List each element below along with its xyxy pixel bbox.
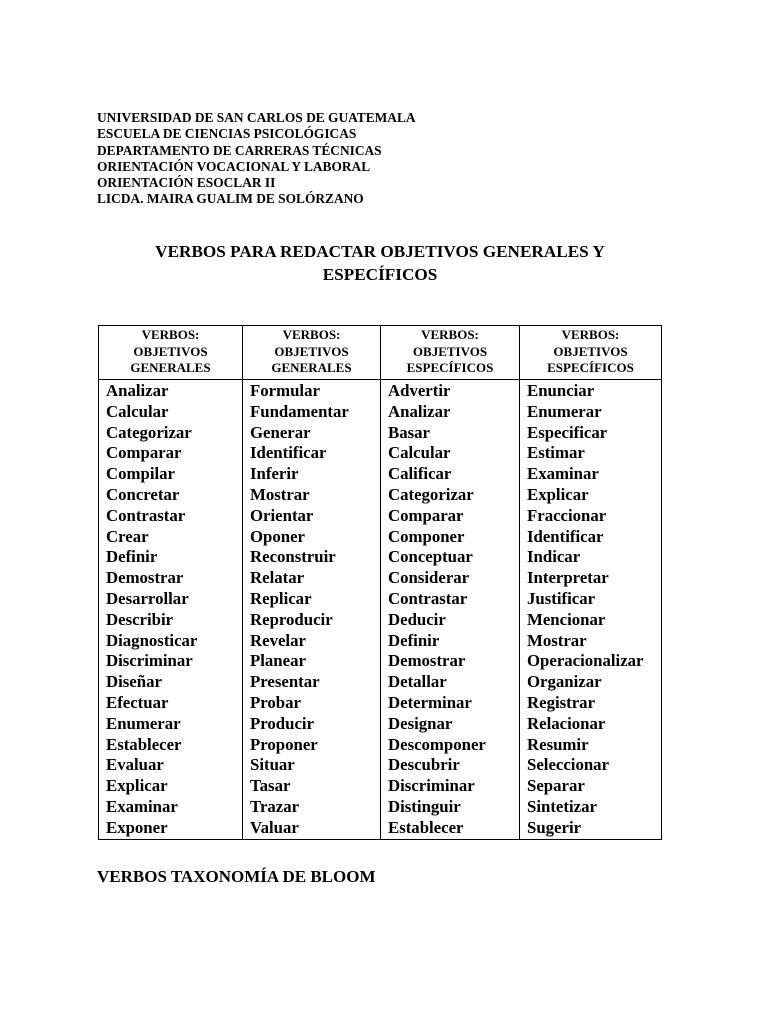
- verb-item: Contrastar: [106, 505, 186, 525]
- verb-item: Reconstruir: [250, 547, 336, 567]
- column-header-line: VERBOS:: [561, 327, 620, 342]
- verb-item: Establecer: [388, 817, 464, 837]
- verb-item: Establecer: [106, 734, 182, 754]
- column-header-line: OBJETIVOS: [274, 343, 349, 359]
- verb-item: Relatar: [250, 568, 305, 588]
- verb-item: Advertir: [388, 381, 451, 400]
- verb-item: Examinar: [527, 464, 599, 484]
- verb-item: Separar: [527, 776, 585, 796]
- verb-item: Calificar: [388, 464, 452, 484]
- verb-item: Considerar: [388, 568, 470, 588]
- verb-item: Categorizar: [106, 422, 192, 442]
- verb-item: Distinguir: [388, 796, 461, 816]
- column-header-line: OBJETIVOS: [553, 343, 628, 359]
- verb-item: Definir: [106, 547, 158, 567]
- verb-item: Presentar: [250, 672, 320, 692]
- verb-item: Situar: [250, 755, 295, 775]
- verb-item: Identificar: [527, 526, 604, 546]
- verb-item: Organizar: [527, 672, 602, 692]
- verb-item: Registrar: [527, 692, 596, 712]
- verb-item: Diseñar: [106, 672, 162, 692]
- column-header-line: ESPECÍFICOS: [547, 360, 634, 375]
- verb-item: Enumerar: [527, 401, 602, 421]
- column-header-line: VERBOS:: [282, 327, 341, 342]
- header-line-course: ORIENTACIÓN ESOCLAR II: [97, 175, 276, 191]
- title-line-1: VERBOS PARA REDACTAR OBJETIVOS GENERALES Y: [155, 242, 605, 261]
- verb-item: Discriminar: [388, 776, 475, 796]
- column-header-generales-1: [99, 326, 243, 380]
- verb-item: Conceptuar: [388, 547, 473, 567]
- verb-item: Contrastar: [388, 588, 468, 608]
- verb-item: Resumir: [527, 734, 589, 754]
- verb-item: Seleccionar: [527, 755, 610, 775]
- verb-item: Explicar: [106, 776, 168, 796]
- verb-item: Estimar: [527, 443, 585, 463]
- verb-item: Justificar: [527, 588, 596, 608]
- verb-item: Compilar: [106, 464, 175, 484]
- verb-item: Crear: [106, 526, 149, 546]
- column-header-line: OBJETIVOS: [412, 343, 488, 359]
- verb-item: Sintetizar: [527, 796, 597, 816]
- verb-item: Relacionar: [527, 713, 606, 733]
- verb-item: Proponer: [250, 734, 318, 754]
- column-header-line: VERBOS:: [141, 327, 200, 342]
- verb-item: Formular: [250, 381, 320, 400]
- verb-item: Probar: [250, 692, 301, 712]
- verb-item: Producir: [250, 713, 315, 733]
- column-header-especificos-2: [520, 326, 662, 380]
- verb-item: Calcular: [388, 443, 451, 463]
- verb-item: Descubrir: [388, 755, 460, 775]
- column-header-line: GENERALES: [271, 360, 352, 375]
- verbs-column-especificos-2: [520, 380, 662, 840]
- verb-item: Basar: [388, 422, 430, 442]
- title-line-2: ESPECÍFICOS: [322, 265, 438, 284]
- verb-item: Fraccionar: [527, 505, 607, 525]
- column-header-line: OBJETIVOS: [133, 343, 208, 359]
- verb-item: Analizar: [388, 401, 451, 421]
- verb-item: Efectuar: [106, 692, 169, 712]
- verb-item: Evaluar: [106, 755, 164, 775]
- verb-item: Tasar: [250, 776, 291, 796]
- verb-item: Mostrar: [250, 484, 310, 504]
- header-line-school: ESCUELA DE CIENCIAS PSICOLÓGICAS: [97, 126, 357, 142]
- verb-item: Mostrar: [527, 630, 587, 650]
- verb-item: Comparar: [106, 443, 182, 463]
- verbs-column-generales-2: [243, 380, 381, 840]
- column-header-line: ESPECÍFICOS: [406, 360, 494, 375]
- verb-item: Deducir: [388, 609, 446, 629]
- verb-item: Diagnosticar: [106, 630, 198, 650]
- column-header-line: GENERALES: [130, 360, 211, 375]
- verb-item: Sugerir: [527, 817, 582, 837]
- verb-item: Mencionar: [527, 609, 606, 629]
- verb-item: Descomponer: [388, 734, 486, 754]
- verb-item: Orientar: [250, 505, 314, 525]
- verb-item: Describir: [106, 609, 174, 629]
- verb-item: Reproducir: [250, 609, 333, 629]
- verb-item: Comparar: [388, 505, 464, 525]
- verb-item: Revelar: [250, 630, 306, 650]
- verbs-column-especificos-1: [381, 380, 520, 840]
- verbs-table-body-row: [99, 380, 662, 840]
- verb-item: Detallar: [388, 672, 447, 692]
- verb-item: Calcular: [106, 401, 169, 421]
- verb-item: Explicar: [527, 484, 589, 504]
- verb-item: Demostrar: [106, 568, 184, 588]
- verb-item: Designar: [388, 713, 453, 733]
- document-title: [97, 240, 663, 286]
- verb-item: Examinar: [106, 796, 178, 816]
- verb-item: Demostrar: [388, 651, 466, 671]
- verb-item: Componer: [388, 526, 465, 546]
- verb-item: Determinar: [388, 692, 472, 712]
- section-heading-bloom: VERBOS TAXONOMÍA DE BLOOM: [97, 867, 376, 886]
- verb-item: Operacionalizar: [527, 651, 644, 671]
- verb-item: Enumerar: [106, 713, 181, 733]
- column-header-especificos-1: [381, 326, 520, 380]
- verb-item: Oponer: [250, 526, 306, 546]
- verb-item: Trazar: [250, 796, 300, 816]
- verb-item: Especificar: [527, 422, 608, 442]
- verb-item: Planear: [250, 651, 306, 671]
- verb-item: Interpretar: [527, 568, 609, 588]
- column-header-generales-2: [243, 326, 381, 380]
- verb-item: Concretar: [106, 484, 180, 504]
- verb-item: Fundamentar: [250, 401, 349, 421]
- header-line-department: DEPARTAMENTO DE CARRERAS TÉCNICAS: [97, 142, 382, 158]
- verb-item: Replicar: [250, 588, 312, 608]
- verb-item: Identificar: [250, 443, 327, 463]
- verb-item: Generar: [250, 422, 311, 442]
- column-header-line: VERBOS:: [421, 327, 479, 342]
- header-line-instructor: LICDA. MAIRA GUALIM DE SOLÓRZANO: [97, 191, 364, 207]
- verb-item: Desarrollar: [106, 588, 189, 608]
- verbs-table: [98, 325, 662, 840]
- verb-item: Indicar: [527, 547, 581, 567]
- verbs-table-header-row: [99, 326, 662, 380]
- header-line-university: UNIVERSIDAD DE SAN CARLOS DE GUATEMALA: [97, 110, 416, 125]
- header-line-program: ORIENTACIÓN VOCACIONAL Y LABORAL: [97, 158, 371, 174]
- verb-item: Analizar: [106, 381, 169, 400]
- verbs-column-generales-1: [99, 380, 243, 840]
- verb-item: Inferir: [250, 464, 299, 484]
- verb-item: Enunciar: [527, 381, 595, 400]
- verb-item: Categorizar: [388, 484, 474, 504]
- verb-item: Exponer: [106, 817, 168, 837]
- verb-item: Definir: [388, 630, 440, 650]
- verb-item: Discriminar: [106, 651, 193, 671]
- verb-item: Valuar: [250, 817, 299, 837]
- document-header: [97, 110, 416, 208]
